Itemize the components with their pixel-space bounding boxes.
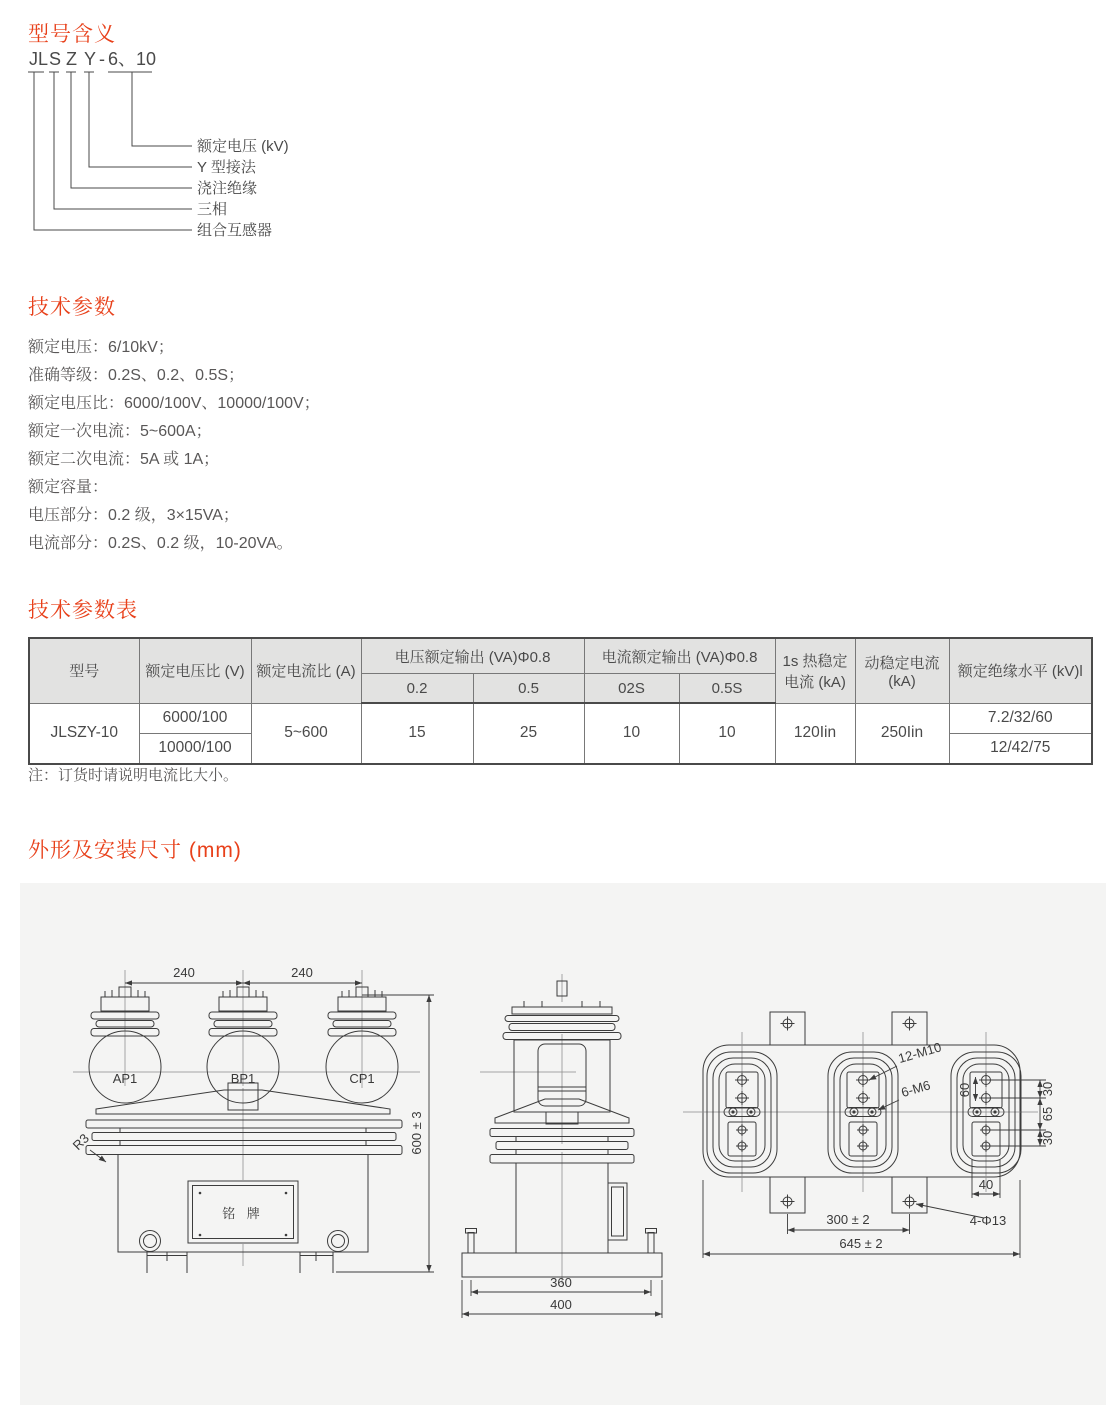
cell-insulation-1: 7.2/32/60 — [949, 703, 1092, 733]
dim-300: 300 ± 2 — [826, 1212, 870, 1227]
cell-v02: 15 — [361, 703, 473, 764]
terminal-label-ap1: AP1 — [112, 1071, 138, 1086]
model-label: 三相 — [197, 201, 228, 218]
cell-model: JLSZY-10 — [29, 703, 139, 764]
dim-360: 360 — [550, 1275, 572, 1290]
section-title-spec-table: 技术参数表 — [28, 599, 138, 622]
front-view — [70, 965, 434, 1273]
side-view — [462, 974, 662, 1318]
sub-header-02s: 02S — [584, 674, 679, 704]
section-title-tech-params: 技术参数 — [28, 296, 116, 319]
model-label: 浇注绝缘 — [197, 180, 258, 197]
sub-header-0.2: 0.2 — [361, 674, 473, 704]
model-code-part: S — [49, 50, 62, 69]
tech-params-list — [28, 334, 320, 558]
cell-c05s: 10 — [679, 703, 775, 764]
col-header-current-output: 电流额定输出 (VA)Φ0.8 — [584, 638, 775, 674]
dim-30-bottom: 30 — [1040, 1130, 1055, 1146]
param-line: 电压部分：0.2 级，3×15VA； — [28, 507, 239, 524]
cell-c02s: 10 — [584, 703, 679, 764]
cell-voltage-ratio-2: 10000/100 — [139, 733, 251, 764]
table-note: 注：订货时请说明电流比大小。 — [28, 767, 239, 784]
param-line: 电流部分：0.2S、0.2 级，10-20VA。 — [28, 535, 293, 552]
bolt-callout-12-m10: 12-M10 — [896, 1039, 944, 1066]
param-line: 额定电压比：6000/100V、10000/100V； — [28, 395, 320, 412]
model-code-diagram — [28, 50, 458, 250]
model-code-part: Z — [66, 50, 77, 69]
dim-645: 645 ± 2 — [839, 1236, 883, 1251]
dim-240-right: 240 — [291, 965, 313, 980]
param-line: 额定一次电流：5~600A； — [28, 423, 212, 440]
dim-240-left: 240 — [173, 965, 195, 980]
model-label: Y 型接法 — [197, 159, 256, 176]
top-view — [683, 1012, 1055, 1258]
cell-current-ratio: 5~600 — [251, 703, 361, 764]
col-header-current-ratio: 额定电流比 (A) — [251, 638, 361, 703]
connector-line — [89, 72, 192, 167]
col-header-voltage-output: 电压额定输出 (VA)Φ0.8 — [361, 638, 584, 674]
param-line: 额定电压：6/10kV； — [28, 339, 174, 356]
col-header-voltage-ratio: 额定电压比 (V) — [139, 638, 251, 703]
table-row — [29, 703, 1092, 733]
dim-40: 40 — [978, 1177, 994, 1192]
nameplate-label: 铭 牌 — [222, 1206, 264, 1221]
dim-60: 60 — [957, 1082, 972, 1098]
param-line: 准确等级：0.2S、0.2、0.5S； — [28, 367, 245, 384]
terminal-label-bp1: BP1 — [230, 1071, 256, 1086]
col-header-insulation: 额定绝缘水平 (kV)l — [949, 638, 1092, 703]
sub-header-0.5: 0.5 — [473, 674, 584, 704]
cell-thermal: 120Iin — [775, 703, 855, 764]
connector-line — [34, 72, 192, 230]
model-label: 组合互感器 — [197, 222, 273, 239]
connector-line — [132, 72, 192, 146]
col-header-dynamic: 动稳定电流 (kA) — [855, 638, 949, 703]
param-line: 额定二次电流：5A 或 1A； — [28, 451, 220, 468]
model-label: 额定电压 (kV) — [197, 138, 289, 155]
outline-drawing — [28, 884, 1105, 1400]
hole-callout-4-phi13: 4-Φ13 — [969, 1213, 1007, 1228]
section-title-model-meaning: 型号含义 — [28, 23, 116, 46]
cell-voltage-ratio-1: 6000/100 — [139, 703, 251, 733]
spec-table — [28, 637, 1093, 765]
section-title-dimensions: 外形及安装尺寸 (mm) — [28, 839, 242, 862]
dim-600: 600 ± 3 — [409, 1111, 424, 1155]
dim-30-top: 30 — [1040, 1081, 1055, 1097]
param-line: 额定容量： — [28, 479, 109, 496]
model-code-part: - — [99, 50, 105, 69]
cell-dynamic: 250Iin — [855, 703, 949, 764]
dim-400: 400 — [550, 1297, 572, 1312]
model-code-part: JL — [29, 50, 49, 69]
cell-insulation-2: 12/42/75 — [949, 733, 1092, 764]
fillet-r3: R3 — [69, 1130, 92, 1153]
cell-v05: 25 — [473, 703, 584, 764]
sub-header-0.5s: 0.5S — [679, 674, 775, 704]
model-code-part: 6、10 — [108, 50, 157, 69]
col-header-thermal: 1s 热稳定电流 (kA) — [775, 638, 855, 703]
model-code-part: Y — [84, 50, 97, 69]
bolt-callout-6-m6: 6-M6 — [899, 1077, 933, 1100]
terminal-label-cp1: CP1 — [349, 1071, 375, 1086]
dim-65: 65 — [1040, 1106, 1055, 1122]
col-header-model: 型号 — [29, 638, 139, 703]
